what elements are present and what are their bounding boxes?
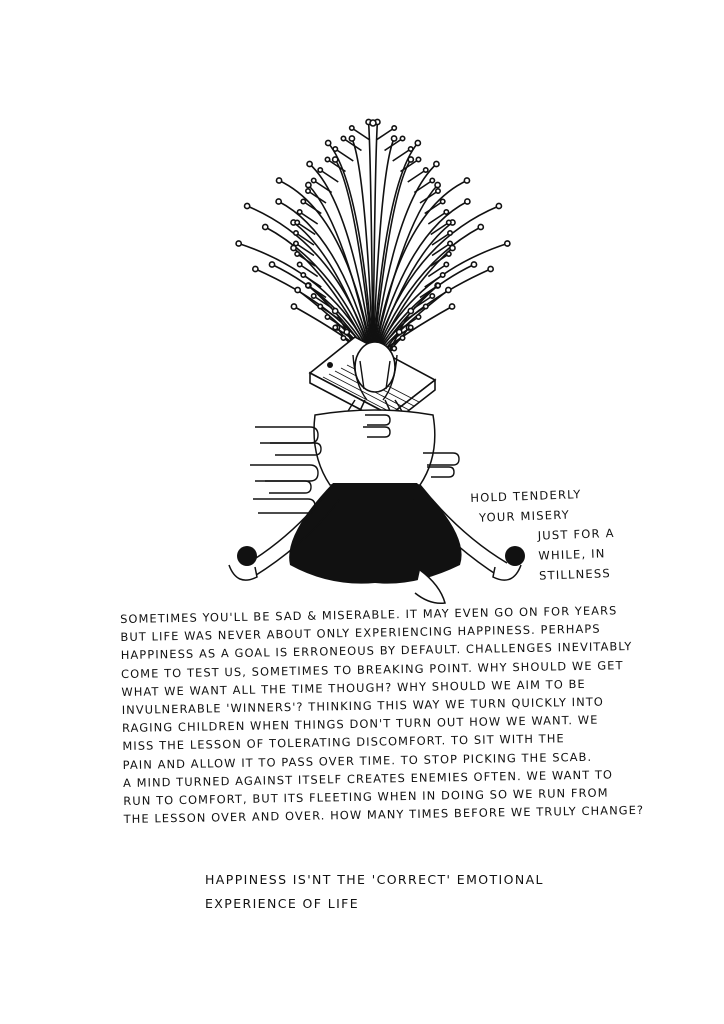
closing-line: EXPERIENCE OF LIFE — [205, 896, 360, 911]
branch-bulb — [446, 287, 451, 292]
branch-bulb — [333, 157, 338, 162]
branch-bulb — [297, 262, 301, 266]
branch-bulb — [408, 308, 413, 313]
branch-bulb — [409, 325, 413, 329]
body-line: MISS THE LESSON OF TOLERATING DISCOMFORT. TO SIT WITH THE — [122, 731, 565, 754]
side-note-line: STILLNESS — [538, 566, 612, 583]
branch-bulb — [392, 126, 396, 130]
branch-bulb — [496, 203, 501, 208]
branch-bulb — [291, 304, 296, 309]
branch-bulb — [276, 199, 281, 204]
branch-bulb — [465, 199, 470, 204]
branch-bulb — [400, 136, 404, 140]
branch-bulb — [333, 308, 338, 313]
branch-bulb — [478, 224, 483, 229]
branch-bulb — [436, 189, 440, 193]
branch-bulb — [295, 220, 299, 224]
branch-bulb — [245, 203, 250, 208]
left-black-ball — [237, 546, 257, 566]
branch-bulb — [276, 178, 281, 183]
body-line: PAIN AND ALLOW IT TO PASS OVER TIME. TO STOP PICKING THE SCAB. — [122, 749, 593, 772]
tree-twig — [425, 202, 443, 214]
body-line: COME TO TEST US, SOMETIMES TO BREAKING POINT. WHY SHOULD WE GET — [120, 657, 624, 681]
branch-bulb — [471, 262, 476, 267]
branch-bulb — [416, 315, 420, 319]
branch-bulb — [297, 210, 301, 214]
branch-bulb — [312, 294, 316, 298]
torso — [314, 410, 435, 485]
crossed-legs-skirt — [289, 483, 461, 584]
branch-bulb — [447, 252, 451, 256]
branch-bulb — [325, 315, 329, 319]
branch-bulb — [424, 168, 428, 172]
branch-bulb — [397, 329, 402, 334]
branch-bulb — [253, 266, 258, 271]
tree-twig — [414, 181, 432, 193]
branch-bulb — [444, 210, 448, 214]
branch-bulb — [301, 199, 305, 203]
branch-bulb — [436, 283, 440, 287]
branch-bulb — [295, 287, 300, 292]
branch-bulb — [341, 336, 345, 340]
tree-twig — [420, 191, 438, 203]
branch-bulb — [464, 178, 469, 183]
branch-bulb — [447, 220, 451, 224]
branch-bulb — [236, 241, 241, 246]
branch-bulb — [400, 336, 404, 340]
branch-bulb — [435, 182, 440, 187]
branch-bulb — [269, 262, 274, 267]
branch-bulb — [424, 304, 428, 308]
side-note-line: JUST FOR A — [537, 525, 615, 543]
body-line: SOMETIMES YOU'LL BE SAD & MISERABLE. IT MAY EVEN GO ON FOR YEARS — [120, 603, 618, 626]
tree-branches — [236, 119, 510, 368]
body-line: BUT LIFE WAS NEVER ABOUT ONLY EXPERIENCING HAPPINESS. PERHAPS — [120, 621, 601, 645]
branch-bulb — [306, 189, 310, 193]
body-line: A MIND TURNED AGAINST ITSELF CREATES ENEMIES OFTEN. WE WANT TO — [122, 767, 614, 790]
branch-bulb — [294, 231, 298, 235]
branch-bulb — [444, 262, 448, 266]
body-line: WHAT WE WANT ALL THE TIME THOUGH? WHY SHOULD WE AIM TO BE — [121, 676, 586, 699]
branch-bulb — [312, 178, 316, 182]
left-hand — [229, 565, 257, 580]
branch-bulb — [488, 266, 493, 271]
body-line: THE LESSON OVER AND OVER. HOW MANY TIMES BEFORE WE TRULY CHANGE? — [123, 803, 645, 827]
side-note-line: YOUR MISERY — [478, 507, 571, 525]
branch-bulb — [505, 241, 510, 246]
body-paragraph — [120, 601, 644, 828]
branch-bulb — [440, 199, 444, 203]
branch-bulb — [408, 157, 413, 162]
body-line: INVULNERABLE 'WINNERS'? THINKING THIS WAY WE TURN QUICKLY INTO — [121, 694, 605, 717]
branch-bulb — [349, 136, 354, 141]
branch-bulb — [434, 161, 439, 166]
branch-bulb — [301, 273, 305, 277]
branch-bulb — [295, 252, 299, 256]
body-line: RAGING CHILDREN WHEN THINGS DON'T TURN OUT HOW WE WANT. WE — [121, 712, 599, 736]
body-line: RUN TO COMFORT, BUT ITS FLEETING WHEN IN DOING SO WE RUN FROM — [123, 785, 609, 809]
branch-bulb — [263, 224, 268, 229]
branch-bulb — [318, 304, 322, 308]
side-note-line: WHILE, IN — [538, 546, 606, 563]
branch-bulb — [325, 157, 329, 161]
branch-bulb — [391, 136, 396, 141]
branch-bulb — [291, 245, 296, 250]
branch-bulb — [306, 283, 310, 287]
branch-bulb — [350, 126, 354, 130]
branch-bulb — [344, 329, 349, 334]
branch-bulb — [430, 178, 434, 182]
branch-bulb — [370, 120, 376, 126]
side-note-line: HOLD TENDERLY — [470, 487, 582, 505]
branch-bulb — [430, 294, 434, 298]
tree-twig — [303, 202, 321, 214]
closing-statement — [205, 868, 565, 916]
branch-bulb — [333, 325, 337, 329]
side-note — [470, 483, 616, 588]
branch-bulb — [415, 140, 420, 145]
branch-bulb — [333, 147, 337, 151]
branch-bulb — [440, 273, 444, 277]
branch-bulb — [392, 346, 396, 350]
branch-bulb — [306, 182, 311, 187]
branch-bulb — [416, 157, 420, 161]
tree-twig — [308, 191, 326, 203]
branch-bulb — [450, 245, 455, 250]
closing-line: HAPPINESS IS'NT THE 'CORRECT' EMOTIONAL — [205, 872, 544, 887]
branch-bulb — [307, 161, 312, 166]
branch-bulb — [449, 304, 454, 309]
branch-bulb — [341, 136, 345, 140]
tree-twig — [314, 181, 332, 193]
branch-bulb — [326, 140, 331, 145]
branch-bulb — [409, 147, 413, 151]
branch-bulb — [318, 168, 322, 172]
branch-bulb — [448, 231, 452, 235]
body-line: HAPPINESS AS A GOAL IS ERRONEOUS BY DEFAULT. CHALLENGES INEVITABLY — [120, 639, 633, 663]
